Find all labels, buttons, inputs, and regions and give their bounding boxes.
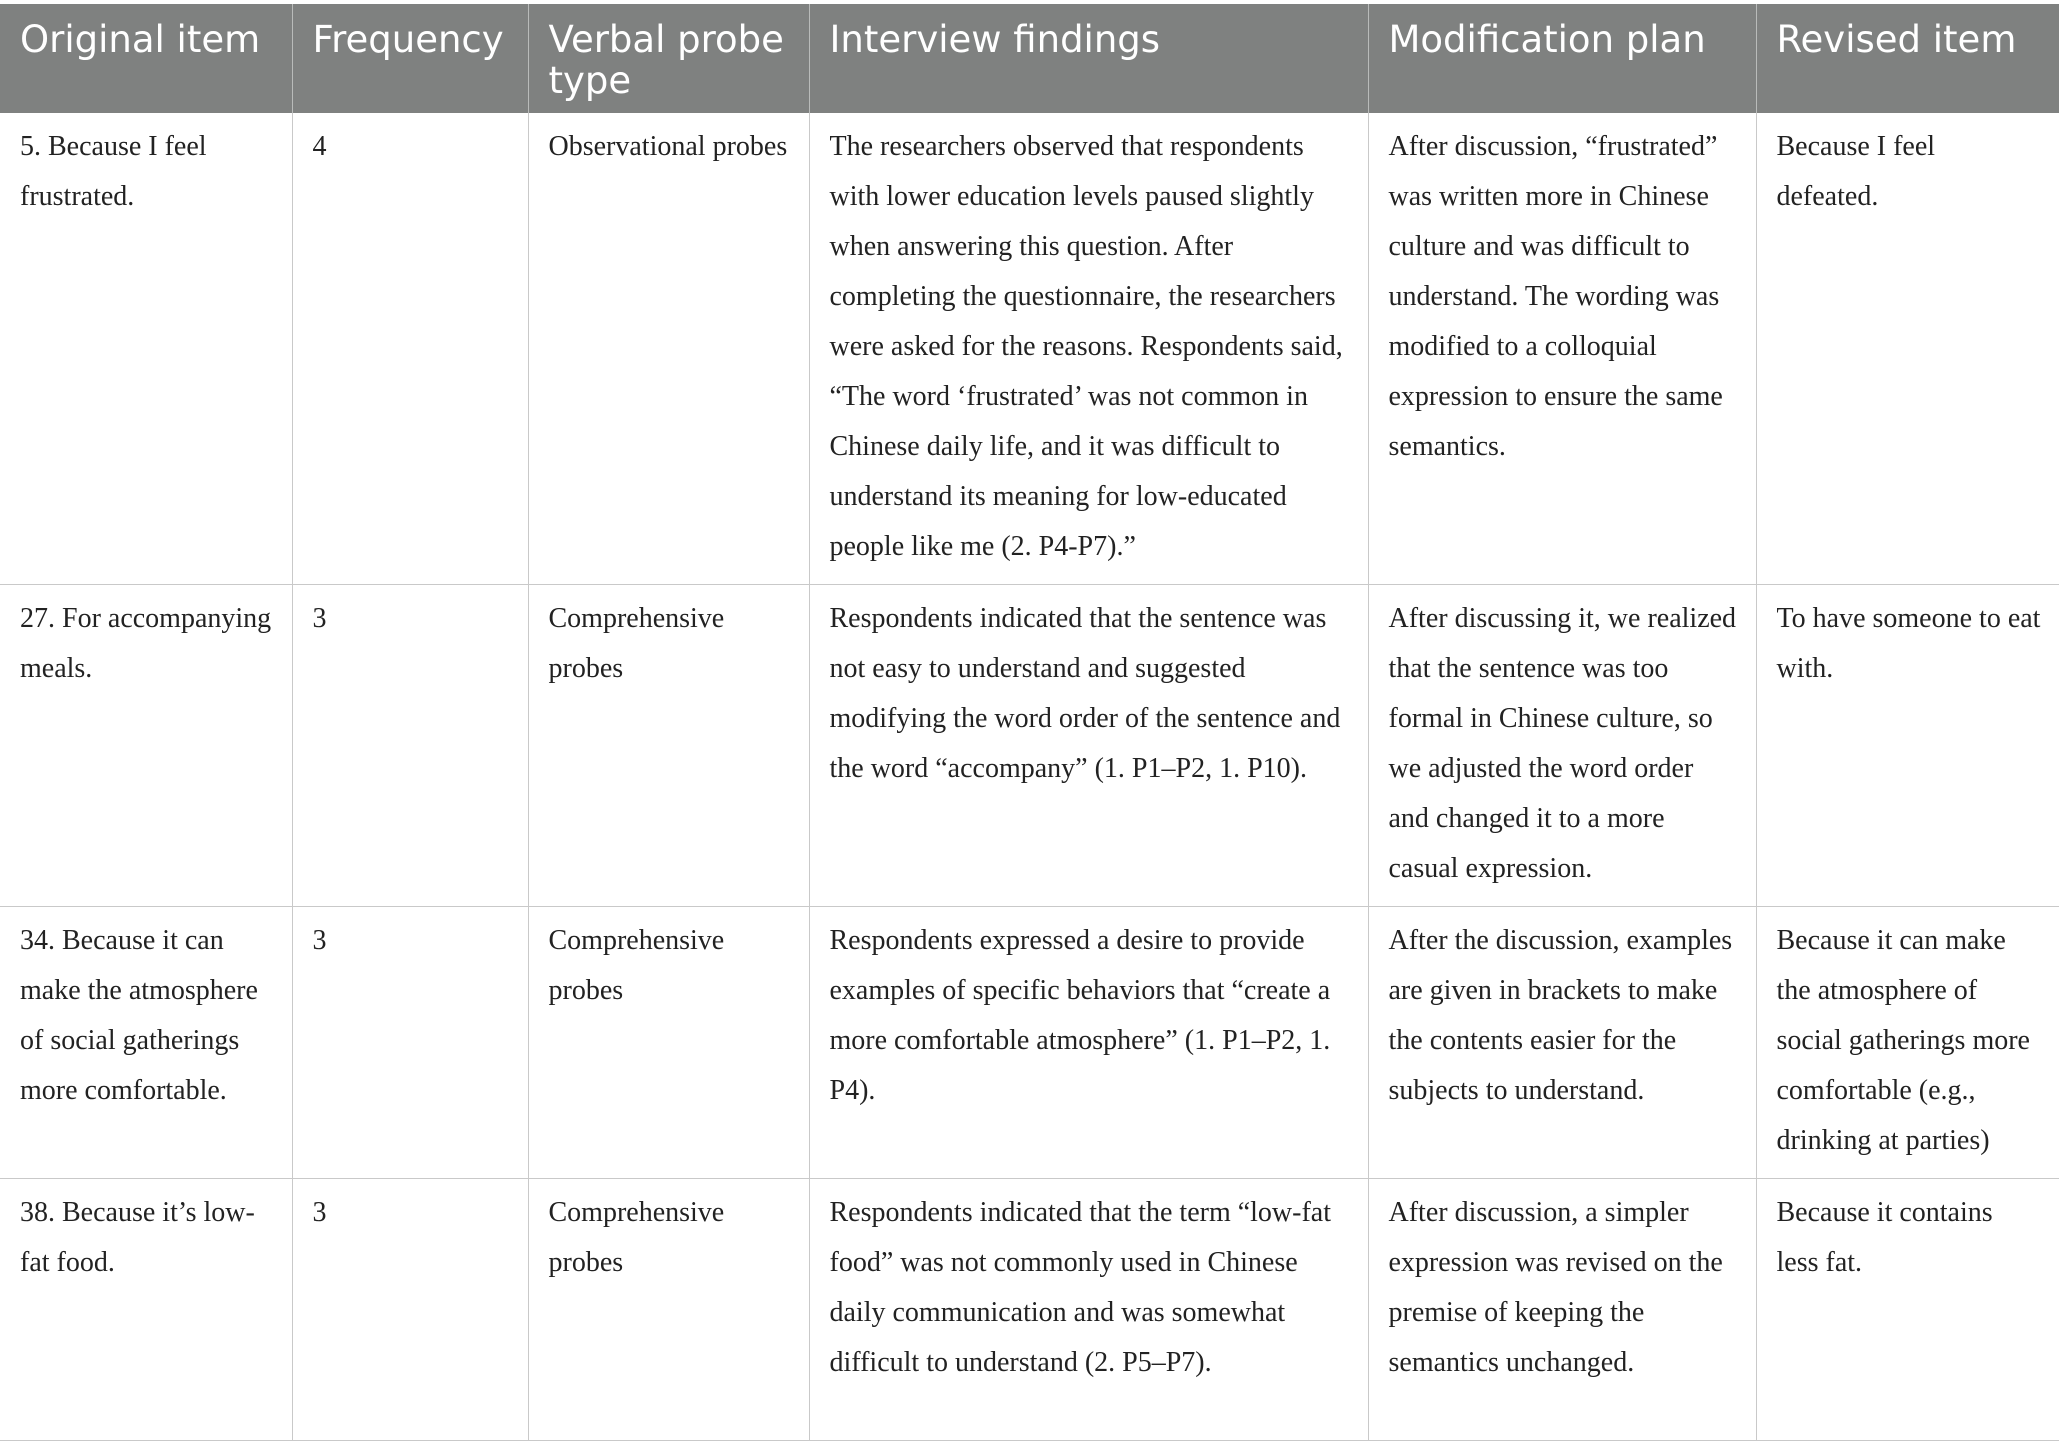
- table-row: [0, 907, 2059, 1179]
- cell-probe-type: Comprehensive probes: [528, 585, 809, 907]
- table-row: [0, 113, 2059, 585]
- cell-original-item: 5. Because I feel frustrated.: [0, 113, 292, 585]
- cell-interview-findings: Respondents indicated that the term “low-fat food” was not commonly used in Chinese daily communication and was somewhat difficult to understand (2. P5–P7).: [809, 1179, 1368, 1441]
- cell-modification-plan: After the discussion, examples are given in brackets to make the contents easier for the subjects to understand.: [1368, 907, 1756, 1179]
- cell-probe-type: Observational probes: [528, 113, 809, 585]
- cell-modification-plan: After discussing it, we realized that the sentence was too formal in Chinese culture, so we adjusted the word order and changed it to a more casual expression.: [1368, 585, 1756, 907]
- cell-original-item: 38. Because it’s low-fat food.: [0, 1179, 292, 1441]
- cell-probe-type: Comprehensive probes: [528, 907, 809, 1179]
- header-original-item: Original item: [0, 4, 292, 113]
- cell-revised-item: Because I feel defeated.: [1756, 113, 2059, 585]
- header-interview-findings: Interview findings: [809, 4, 1368, 113]
- cell-interview-findings: The researchers observed that respondents with lower education levels paused slightly when answering this question. After completing the questionnaire, the researchers were asked for the reasons. Respondents said, “The word ‘frustrated’ was not common in Chinese daily life, and it was difficult to understand its meaning for low-educated people like me (2. P4-P7).”: [809, 113, 1368, 585]
- item-modification-table: [0, 4, 2059, 1441]
- cell-interview-findings: Respondents indicated that the sentence was not easy to understand and suggested modifying the word order of the sentence and the word “accompany” (1. P1–P2, 1. P10).: [809, 585, 1368, 907]
- cell-revised-item: To have someone to eat with.: [1756, 585, 2059, 907]
- header-revised-item: Revised item: [1756, 4, 2059, 113]
- table-row: [0, 1179, 2059, 1441]
- header-verbal-probe-type: Verbal probe type: [528, 4, 809, 113]
- table-row: [0, 585, 2059, 907]
- cell-frequency: 3: [292, 585, 528, 907]
- table-body: [0, 113, 2059, 1441]
- cell-frequency: 4: [292, 113, 528, 585]
- cell-revised-item: Because it contains less fat.: [1756, 1179, 2059, 1441]
- cell-frequency: 3: [292, 907, 528, 1179]
- table-header: [0, 4, 2059, 113]
- cell-revised-item: Because it can make the atmosphere of social gatherings more comfortable (e.g., drinking at parties): [1756, 907, 2059, 1179]
- cell-original-item: 34. Because it can make the atmosphere of social gatherings more comfortable.: [0, 907, 292, 1179]
- header-row: [0, 4, 2059, 113]
- cell-modification-plan: After discussion, “frustrated” was written more in Chinese culture and was difficult to understand. The wording was modified to a colloquial expression to ensure the same semantics.: [1368, 113, 1756, 585]
- cell-interview-findings: Respondents expressed a desire to provide examples of specific behaviors that “create a more comfortable atmosphere” (1. P1–P2, 1. P4).: [809, 907, 1368, 1179]
- cell-probe-type: Comprehensive probes: [528, 1179, 809, 1441]
- cell-original-item: 27. For accompanying meals.: [0, 585, 292, 907]
- header-frequency: Frequency: [292, 4, 528, 113]
- cell-frequency: 3: [292, 1179, 528, 1441]
- header-modification-plan: Modification plan: [1368, 4, 1756, 113]
- cell-modification-plan: After discussion, a simpler expression was revised on the premise of keeping the semantics unchanged.: [1368, 1179, 1756, 1441]
